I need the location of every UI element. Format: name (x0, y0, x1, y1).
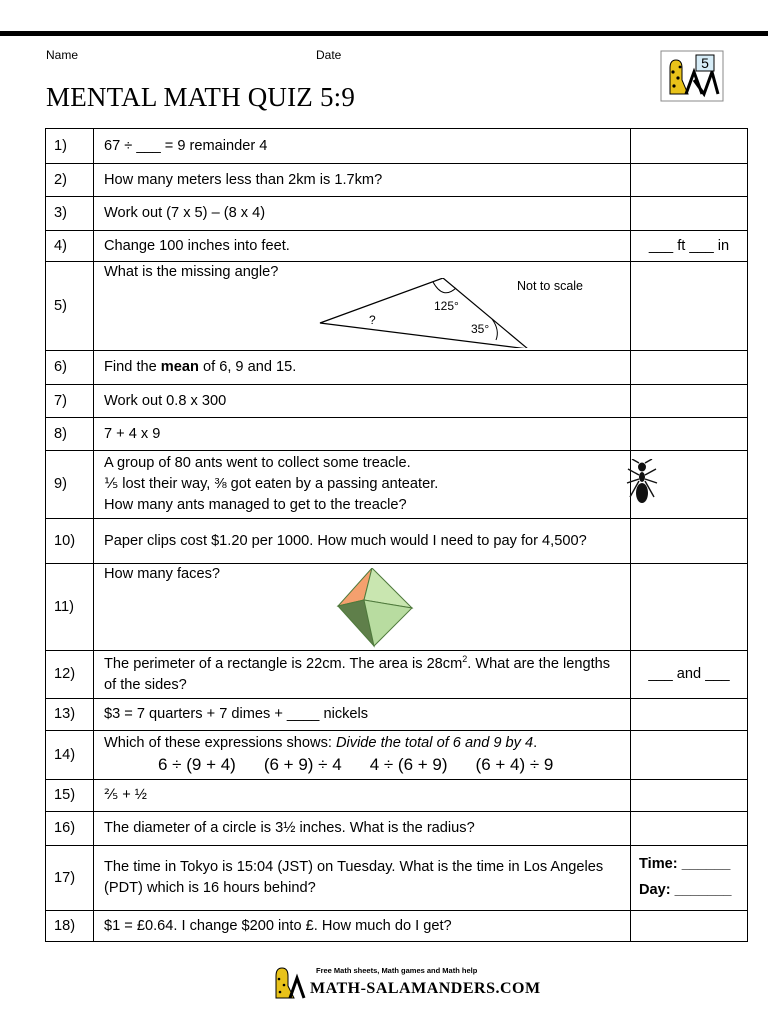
expression-option[interactable]: (6 + 9) ÷ 4 (263, 754, 342, 774)
question-row-7 (46, 385, 748, 418)
answer-cell[interactable] (631, 519, 748, 564)
question-cell (94, 262, 631, 351)
question-text: Which of these expressions shows: Divide the total of 6 and 9 by 4. (104, 735, 538, 752)
question-text: How many faces? (104, 566, 220, 582)
question-cell (94, 451, 631, 519)
question-row-4 (46, 231, 748, 262)
question-text: $1 = £0.64. I change $200 into £. How much do I get? (94, 911, 631, 942)
question-number: 4) (46, 231, 94, 262)
answer-cell[interactable] (631, 846, 748, 911)
ant-icon (624, 459, 660, 509)
not-to-scale-label: Not to scale (517, 279, 584, 293)
question-text: Find the mean of 6, 9 and 15. (94, 351, 631, 385)
question-line: A group of 80 ants went to collect some treacle. (104, 455, 411, 472)
question-line: How many ants managed to get to the treacle? (104, 496, 407, 513)
answer-cell[interactable] (631, 351, 748, 385)
top-rule (0, 31, 768, 36)
question-text: The perimeter of a rectangle is 22cm. The area is $28cm^2$. What are the lengths of the sides? (94, 651, 631, 699)
answer-cell[interactable] (631, 911, 748, 942)
question-number: 11) (46, 564, 94, 651)
answer-cell[interactable] (631, 731, 748, 780)
answer-cell[interactable] (631, 385, 748, 418)
question-number: 16) (46, 812, 94, 846)
question-number: 5) (46, 262, 94, 351)
question-row-1 (46, 129, 748, 164)
expression-option[interactable]: (6 + 4) ÷ 9 (475, 754, 554, 774)
question-number: 3) (46, 197, 94, 231)
answer-cell[interactable] (631, 262, 748, 351)
question-number: 10) (46, 519, 94, 564)
question-row-8 (46, 418, 748, 451)
question-number: 15) (46, 780, 94, 812)
question-row-15 (46, 780, 748, 812)
question-number: 6) (46, 351, 94, 385)
question-text: How many meters less than 2km is 1.7km? (94, 164, 631, 197)
question-line: ⅕ lost their way, ⅜ got eaten by a passing anteater. (104, 476, 439, 493)
question-row-2 (46, 164, 748, 197)
question-text: What is the missing angle? (104, 264, 279, 280)
angle-125-label: 125° (434, 299, 459, 313)
page-title: MENTAL MATH QUIZ 5:9 (46, 82, 356, 112)
question-row-3 (46, 197, 748, 231)
question-number: 17) (46, 846, 94, 911)
question-number: 18) (46, 911, 94, 942)
question-cell (94, 564, 631, 651)
question-text: Work out (7 x 5) – (8 x 4) (94, 197, 631, 231)
name-label: Name (46, 48, 79, 62)
question-text: Paper clips cost $1.20 per 1000. How much would I need to pay for 4,500? (94, 519, 631, 564)
octahedron-figure (336, 568, 416, 648)
question-text: 7 + 4 x 9 (94, 418, 631, 451)
question-cell (94, 731, 631, 780)
triangle-figure (94, 278, 614, 348)
question-row-12 (46, 651, 748, 699)
answer-cell[interactable]: ___ and ___ (631, 651, 748, 699)
salamander-logo (660, 50, 724, 102)
answer-cell[interactable] (631, 164, 748, 197)
expression-option[interactable]: 4 ÷ (6 + 9) (369, 754, 448, 774)
answer-cell[interactable] (631, 129, 748, 164)
question-text: The diameter of a circle is 3½ inches. What is the radius? (94, 812, 631, 846)
answer-cell[interactable] (631, 812, 748, 846)
question-row-10 (46, 519, 748, 564)
date-label: Date (316, 48, 342, 62)
question-number: 12) (46, 651, 94, 699)
day-answer-label: Day: _______ (639, 882, 732, 898)
question-text: Work out 0.8 x 300 (94, 385, 631, 418)
question-row-17 (46, 846, 748, 911)
unknown-angle-label: ? (369, 313, 376, 327)
answer-cell[interactable] (631, 564, 748, 651)
logo-number: 5 (701, 55, 709, 71)
bold-word: mean (160, 359, 199, 376)
answer-cell[interactable] (631, 699, 748, 731)
question-text: ⅖ + ½ (94, 780, 631, 812)
question-number: 9) (46, 451, 94, 519)
footer-tagline: Free Math sheets, Math games and Math help (316, 966, 478, 975)
answer-cell[interactable]: ___ ft ___ in (631, 231, 748, 262)
question-text: $3 = 7 quarters + 7 dimes + ____ nickels (94, 699, 631, 731)
footer-brand[interactable]: MATH-SALAMANDERS.COM (310, 980, 541, 997)
answer-cell[interactable] (631, 418, 748, 451)
question-number: 8) (46, 418, 94, 451)
expression-options (104, 754, 624, 777)
answer-cell[interactable] (631, 780, 748, 812)
answer-cell[interactable] (631, 197, 748, 231)
question-row-13 (46, 699, 748, 731)
question-text: The time in Tokyo is 15:04 (JST) on Tuesday. What is the time in Los Angeles (PDT) which is 16 hours behind? (94, 846, 631, 911)
question-number: 13) (46, 699, 94, 731)
question-row-5 (46, 262, 748, 351)
quiz-table (45, 128, 748, 942)
question-row-16 (46, 812, 748, 846)
question-row-14 (46, 731, 748, 780)
question-number: 7) (46, 385, 94, 418)
question-number: 2) (46, 164, 94, 197)
angle-35-label: 35° (471, 322, 490, 336)
time-answer-label: Time: ______ (639, 856, 731, 873)
question-row-6 (46, 351, 748, 385)
question-number: 14) (46, 731, 94, 780)
question-text: Change 100 inches into feet. (94, 231, 631, 262)
question-number: 1) (46, 129, 94, 164)
question-row-11 (46, 564, 748, 651)
question-text: 67 ÷ ___ = 9 remainder 4 (94, 129, 631, 164)
question-row-9 (46, 451, 748, 519)
question-row-18 (46, 911, 748, 942)
expression-option[interactable]: 6 ÷ (9 + 4) (158, 754, 236, 774)
